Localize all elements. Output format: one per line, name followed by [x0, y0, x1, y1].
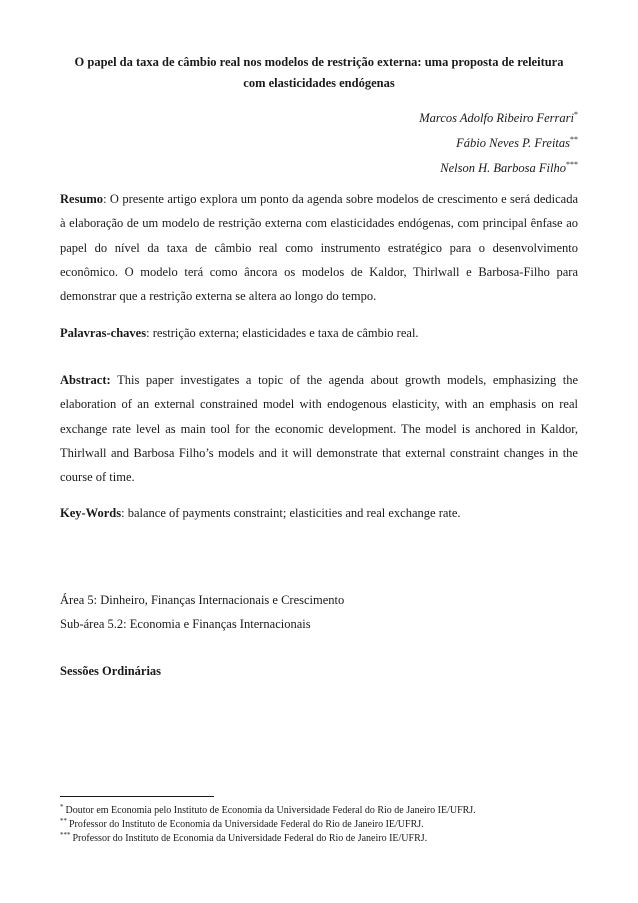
footnote-marker: **: [60, 817, 67, 825]
keywords-text: : balance of payments constraint; elasticities and real exchange rate.: [121, 506, 461, 520]
author: [419, 129, 578, 154]
footnote-marker: *: [574, 110, 578, 119]
resumo-text: : O presente artigo explora um ponto da agenda sobre modelos de crescimento e será dedicada à elaboração de um modelo de restrição externa com elasticidades endógenas, com principal ênfase ao papel do nível da taxa de câmbio real como instrumento estratégico para o desenvolvimento econômico. O modelo terá como âncora os modelos de Kaldor, Thirlwall e Barbosa-Filho para demonstrar que a restrição externa se altera ao longo do tempo.: [60, 192, 578, 304]
palavras-text: : restrição externa; elasticidades e taxa de câmbio real.: [146, 326, 419, 340]
author: [419, 104, 578, 129]
footnote-marker: ***: [60, 831, 71, 839]
palavras-label: Palavras-chaves: [60, 326, 147, 340]
footnote-text: Professor do Instituto de Economia da Universidade Federal do Rio de Janeiro IE/UFRJ.: [69, 819, 424, 830]
subarea-line: Sub-área 5.2: Economia e Finanças Internacionais: [60, 617, 311, 631]
author-name: Fábio Neves P. Freitas: [456, 136, 570, 150]
sessoes-label: Sessões Ordinárias: [60, 664, 162, 678]
author: [419, 154, 578, 179]
resumo-label: Resumo: [60, 192, 104, 206]
footnote-divider: [60, 796, 214, 797]
footnote-text: Doutor em Economia pelo Instituto de Economia da Universidade Federal do Rio de Janeiro IE/UFRJ.: [65, 805, 476, 816]
abstract-label: Abstract:: [60, 373, 111, 387]
footnote-marker: *: [60, 803, 64, 811]
palavras-chaves: [60, 321, 578, 345]
footnote: [60, 829, 620, 845]
author-name: Marcos Adolfo Ribeiro Ferrari: [419, 111, 574, 125]
author-name: Nelson H. Barbosa Filho: [440, 161, 566, 175]
abstract-text: This paper investigates a topic of the agenda about growth models, emphasizing the elaboration of an external constrained model with endogenous elasticity, with an emphasis on real exchange rate level as main tool for the economic development. The model is anchored in Kaldor, Thirlwall and Barbosa Filho’s models and it will demonstrate that external constraint changes in the course of time.: [60, 373, 578, 485]
title-line-2: com elasticidades endógenas: [243, 76, 395, 90]
footnote-marker: **: [570, 135, 578, 144]
paper-title: [60, 52, 578, 94]
footnote-marker: ***: [566, 160, 578, 169]
key-words: [60, 501, 578, 525]
title-line-1: O papel da taxa de câmbio real nos modelos de restrição externa: uma proposta de releitura: [74, 55, 564, 69]
footnote-text: Professor do Instituto de Economia da Universidade Federal do Rio de Janeiro IE/UFRJ.: [72, 833, 428, 844]
author-list: [419, 104, 578, 179]
abstract-paragraph: [60, 368, 578, 489]
keywords-label: Key-Words: [60, 506, 122, 520]
area-line: Área 5: Dinheiro, Finanças Internacionais e Crescimento: [60, 593, 345, 607]
resumo-paragraph: [60, 187, 578, 308]
